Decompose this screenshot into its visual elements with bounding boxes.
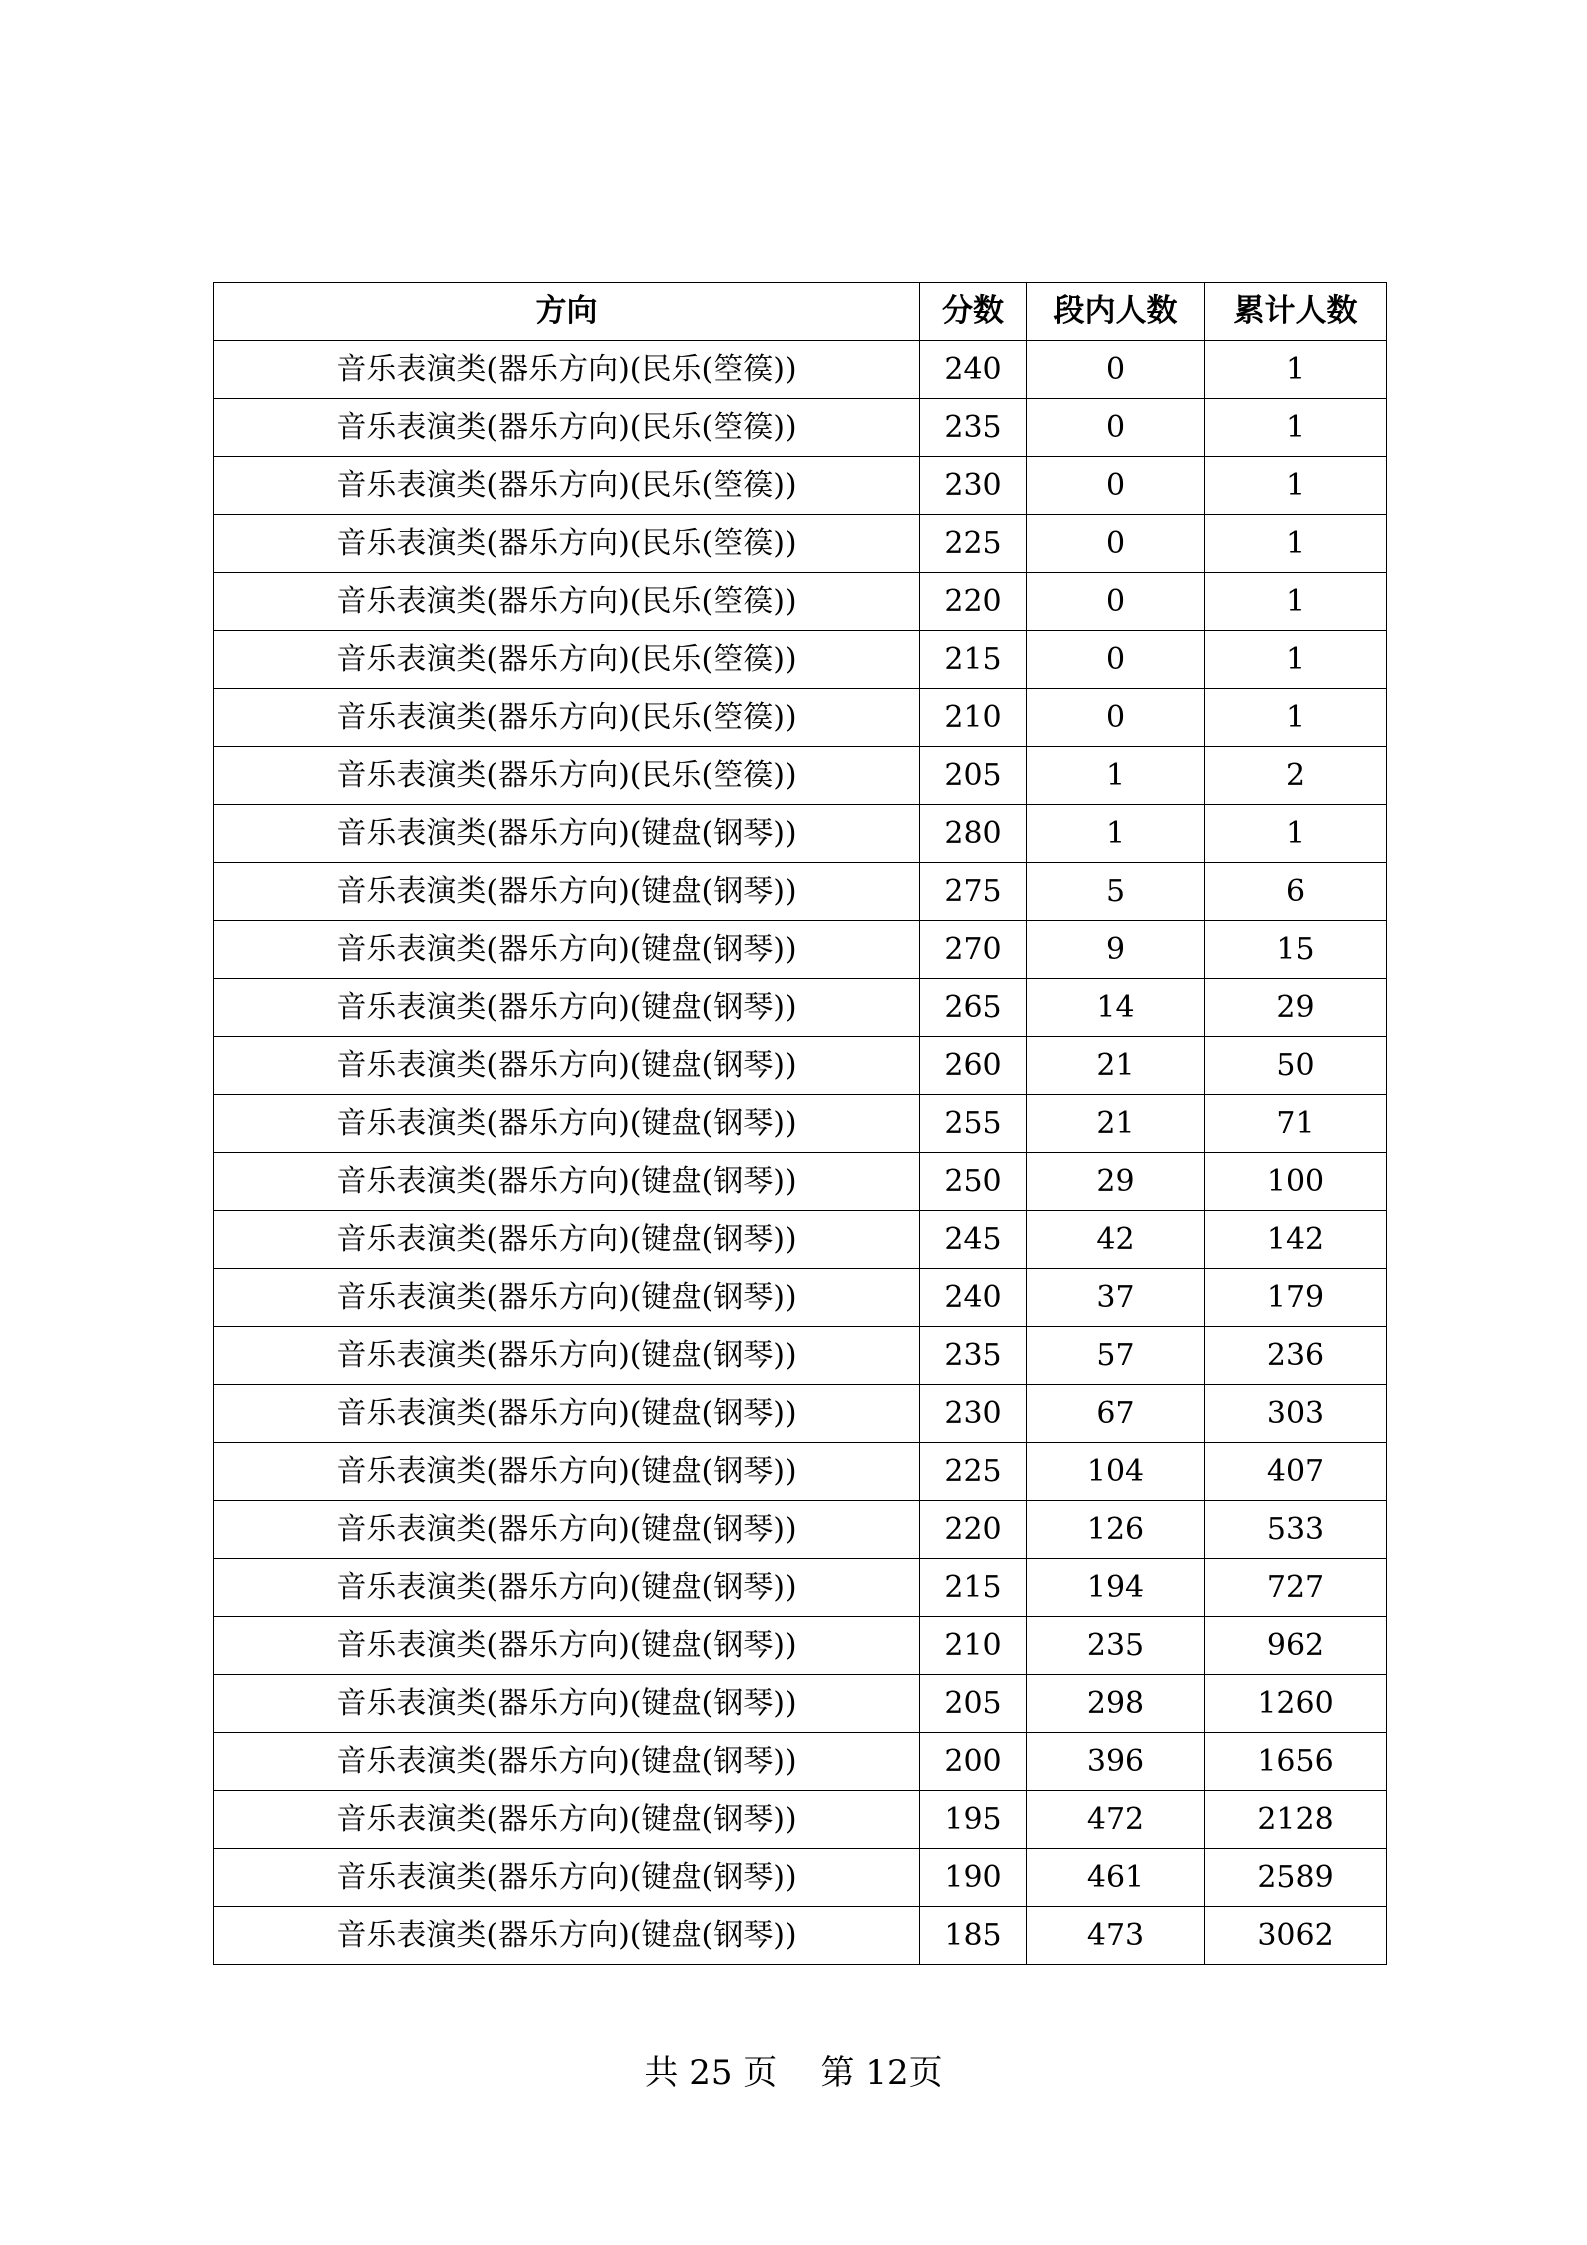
cell-segment-count: 0	[1027, 573, 1205, 631]
cell-segment-count: 0	[1027, 457, 1205, 515]
cell-segment-count: 0	[1027, 341, 1205, 399]
cell-cumulative-count: 50	[1205, 1037, 1387, 1095]
cell-direction: 音乐表演类(器乐方向)(民乐(箜篌))	[214, 515, 920, 573]
cell-segment-count: 1	[1027, 805, 1205, 863]
cell-cumulative-count: 407	[1205, 1443, 1387, 1501]
cell-score: 220	[920, 1501, 1027, 1559]
table-row	[214, 1095, 1387, 1153]
cell-cumulative-count: 1	[1205, 457, 1387, 515]
cell-score: 225	[920, 515, 1027, 573]
table-row	[214, 1501, 1387, 1559]
cell-score: 210	[920, 689, 1027, 747]
cell-direction: 音乐表演类(器乐方向)(键盘(钢琴))	[214, 1153, 920, 1211]
cell-direction: 音乐表演类(器乐方向)(键盘(钢琴))	[214, 1849, 920, 1907]
table-body	[214, 341, 1387, 1965]
table-row	[214, 573, 1387, 631]
cell-segment-count: 57	[1027, 1327, 1205, 1385]
cell-direction: 音乐表演类(器乐方向)(键盘(钢琴))	[214, 805, 920, 863]
cell-direction: 音乐表演类(器乐方向)(键盘(钢琴))	[214, 1733, 920, 1791]
table-row	[214, 1617, 1387, 1675]
header-cumulative-count: 累计人数	[1205, 283, 1387, 341]
cell-score: 185	[920, 1907, 1027, 1965]
header-segment-count: 段内人数	[1027, 283, 1205, 341]
cell-cumulative-count: 533	[1205, 1501, 1387, 1559]
cell-segment-count: 0	[1027, 631, 1205, 689]
cell-score: 250	[920, 1153, 1027, 1211]
cell-score: 225	[920, 1443, 1027, 1501]
cell-score: 270	[920, 921, 1027, 979]
cell-score: 230	[920, 1385, 1027, 1443]
cell-segment-count: 42	[1027, 1211, 1205, 1269]
cell-score: 205	[920, 1675, 1027, 1733]
cell-score: 235	[920, 399, 1027, 457]
cell-cumulative-count: 1	[1205, 515, 1387, 573]
table-row	[214, 515, 1387, 573]
cell-cumulative-count: 2589	[1205, 1849, 1387, 1907]
cell-cumulative-count: 1	[1205, 689, 1387, 747]
cell-cumulative-count: 303	[1205, 1385, 1387, 1443]
cell-score: 245	[920, 1211, 1027, 1269]
table-row	[214, 1327, 1387, 1385]
cell-direction: 音乐表演类(器乐方向)(民乐(箜篌))	[214, 747, 920, 805]
cell-cumulative-count: 236	[1205, 1327, 1387, 1385]
cell-segment-count: 0	[1027, 689, 1205, 747]
cell-direction: 音乐表演类(器乐方向)(民乐(箜篌))	[214, 399, 920, 457]
cell-direction: 音乐表演类(器乐方向)(键盘(钢琴))	[214, 1675, 920, 1733]
table-row	[214, 1037, 1387, 1095]
cell-direction: 音乐表演类(器乐方向)(键盘(钢琴))	[214, 1037, 920, 1095]
cell-direction: 音乐表演类(器乐方向)(民乐(箜篌))	[214, 689, 920, 747]
cell-segment-count: 9	[1027, 921, 1205, 979]
cell-score: 215	[920, 631, 1027, 689]
cell-cumulative-count: 1	[1205, 399, 1387, 457]
table-row	[214, 863, 1387, 921]
cell-cumulative-count: 6	[1205, 863, 1387, 921]
cell-segment-count: 473	[1027, 1907, 1205, 1965]
cell-direction: 音乐表演类(器乐方向)(民乐(箜篌))	[214, 341, 920, 399]
cell-direction: 音乐表演类(器乐方向)(键盘(钢琴))	[214, 1443, 920, 1501]
cell-direction: 音乐表演类(器乐方向)(键盘(钢琴))	[214, 1327, 920, 1385]
cell-cumulative-count: 71	[1205, 1095, 1387, 1153]
cell-segment-count: 0	[1027, 399, 1205, 457]
cell-cumulative-count: 1	[1205, 805, 1387, 863]
table-row	[214, 631, 1387, 689]
cell-cumulative-count: 100	[1205, 1153, 1387, 1211]
cell-cumulative-count: 142	[1205, 1211, 1387, 1269]
cell-direction: 音乐表演类(器乐方向)(键盘(钢琴))	[214, 863, 920, 921]
cell-score: 240	[920, 1269, 1027, 1327]
cell-segment-count: 29	[1027, 1153, 1205, 1211]
table-header-row	[214, 283, 1387, 341]
cell-cumulative-count: 29	[1205, 979, 1387, 1037]
cell-segment-count: 21	[1027, 1095, 1205, 1153]
cell-score: 235	[920, 1327, 1027, 1385]
table-row	[214, 747, 1387, 805]
cell-cumulative-count: 962	[1205, 1617, 1387, 1675]
cell-segment-count: 67	[1027, 1385, 1205, 1443]
cell-score: 190	[920, 1849, 1027, 1907]
cell-segment-count: 104	[1027, 1443, 1205, 1501]
cell-segment-count: 21	[1027, 1037, 1205, 1095]
cell-score: 205	[920, 747, 1027, 805]
cell-cumulative-count: 2	[1205, 747, 1387, 805]
cell-score: 195	[920, 1791, 1027, 1849]
cell-direction: 音乐表演类(器乐方向)(键盘(钢琴))	[214, 1791, 920, 1849]
cell-score: 220	[920, 573, 1027, 631]
cell-score: 200	[920, 1733, 1027, 1791]
cell-cumulative-count: 1260	[1205, 1675, 1387, 1733]
header-score: 分数	[920, 283, 1027, 341]
cell-segment-count: 1	[1027, 747, 1205, 805]
cell-score: 230	[920, 457, 1027, 515]
cell-segment-count: 472	[1027, 1791, 1205, 1849]
cell-direction: 音乐表演类(器乐方向)(键盘(钢琴))	[214, 1385, 920, 1443]
table-row	[214, 689, 1387, 747]
cell-score: 210	[920, 1617, 1027, 1675]
cell-cumulative-count: 1	[1205, 631, 1387, 689]
score-distribution-table	[213, 282, 1387, 1965]
table-row	[214, 457, 1387, 515]
cell-segment-count: 5	[1027, 863, 1205, 921]
cell-cumulative-count: 2128	[1205, 1791, 1387, 1849]
table-row	[214, 1907, 1387, 1965]
table-row	[214, 1443, 1387, 1501]
table-row	[214, 921, 1387, 979]
table-row	[214, 979, 1387, 1037]
table-row	[214, 399, 1387, 457]
cell-direction: 音乐表演类(器乐方向)(键盘(钢琴))	[214, 1907, 920, 1965]
table-row	[214, 1733, 1387, 1791]
cell-direction: 音乐表演类(器乐方向)(键盘(钢琴))	[214, 1617, 920, 1675]
cell-segment-count: 396	[1027, 1733, 1205, 1791]
cell-cumulative-count: 727	[1205, 1559, 1387, 1617]
cell-segment-count: 0	[1027, 515, 1205, 573]
cell-cumulative-count: 179	[1205, 1269, 1387, 1327]
cell-cumulative-count: 1	[1205, 341, 1387, 399]
cell-score: 275	[920, 863, 1027, 921]
cell-segment-count: 126	[1027, 1501, 1205, 1559]
page-number-footer: 共 25 页 第 12页	[644, 2053, 943, 2093]
cell-direction: 音乐表演类(器乐方向)(键盘(钢琴))	[214, 1269, 920, 1327]
table-row	[214, 805, 1387, 863]
cell-direction: 音乐表演类(器乐方向)(键盘(钢琴))	[214, 979, 920, 1037]
table-row	[214, 1211, 1387, 1269]
cell-score: 215	[920, 1559, 1027, 1617]
table-row	[214, 1849, 1387, 1907]
cell-score: 260	[920, 1037, 1027, 1095]
cell-segment-count: 14	[1027, 979, 1205, 1037]
cell-segment-count: 235	[1027, 1617, 1205, 1675]
cell-cumulative-count: 1656	[1205, 1733, 1387, 1791]
table-row	[214, 1385, 1387, 1443]
cell-score: 265	[920, 979, 1027, 1037]
cell-direction: 音乐表演类(器乐方向)(键盘(钢琴))	[214, 1559, 920, 1617]
cell-segment-count: 37	[1027, 1269, 1205, 1327]
cell-cumulative-count: 3062	[1205, 1907, 1387, 1965]
cell-direction: 音乐表演类(器乐方向)(民乐(箜篌))	[214, 631, 920, 689]
table-row	[214, 1153, 1387, 1211]
cell-score: 280	[920, 805, 1027, 863]
cell-segment-count: 194	[1027, 1559, 1205, 1617]
cell-cumulative-count: 15	[1205, 921, 1387, 979]
table-row	[214, 1269, 1387, 1327]
header-direction: 方向	[214, 283, 920, 341]
cell-score: 255	[920, 1095, 1027, 1153]
cell-direction: 音乐表演类(器乐方向)(键盘(钢琴))	[214, 1095, 920, 1153]
cell-direction: 音乐表演类(器乐方向)(键盘(钢琴))	[214, 1501, 920, 1559]
cell-segment-count: 298	[1027, 1675, 1205, 1733]
cell-direction: 音乐表演类(器乐方向)(民乐(箜篌))	[214, 457, 920, 515]
cell-direction: 音乐表演类(器乐方向)(键盘(钢琴))	[214, 921, 920, 979]
table-row	[214, 1675, 1387, 1733]
cell-score: 240	[920, 341, 1027, 399]
cell-segment-count: 461	[1027, 1849, 1205, 1907]
cell-direction: 音乐表演类(器乐方向)(民乐(箜篌))	[214, 573, 920, 631]
table-row	[214, 1791, 1387, 1849]
table-row	[214, 1559, 1387, 1617]
cell-direction: 音乐表演类(器乐方向)(键盘(钢琴))	[214, 1211, 920, 1269]
table-row	[214, 341, 1387, 399]
cell-cumulative-count: 1	[1205, 573, 1387, 631]
